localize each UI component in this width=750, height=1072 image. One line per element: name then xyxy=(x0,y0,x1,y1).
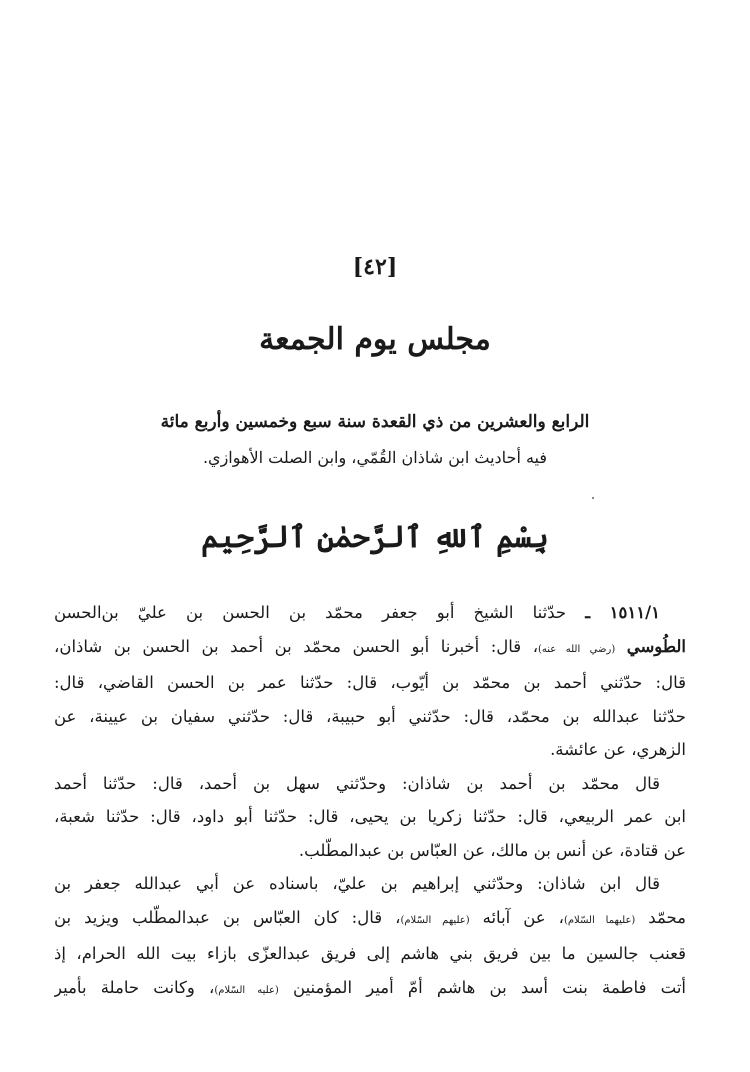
section-number: [٤٢] xyxy=(352,254,398,280)
text-line: ابن عمر الربيعي، قال: حدّثنا زكريا بن يحيى، قال: حدّثنا أبو داود، قال: حدّثنا شعبة، xyxy=(54,807,686,826)
main-text xyxy=(54,596,686,1007)
session-date: الرابع والعشرين من ذي القعدة سنة سبع وخمسين وأربع مائة xyxy=(160,412,590,432)
text-line: قال ابن شاذان: وحدّثني إبراهيم بن عليّ، باسناده عن أبي عبدالله جعفر بن xyxy=(54,874,660,893)
text-line: قال: حدّثني أحمد بن محمّد بن أيّوب، قال: حدّثنا عمر بن الحسن القاضي، قال: xyxy=(54,673,686,692)
hadith-number: ١٥١١/١ ـ xyxy=(585,603,660,622)
text-line: قعنب جالسين ما بين فريق بني هاشم إلى فريق عبدالعزّى بازاء بيت الله الحرام، إذ xyxy=(54,944,686,963)
text-line: ١٥١١/١ ـ حدّثنا الشيخ أبو جعفر محمّد بن الحسن بن عليّ بن‌الحسن xyxy=(54,603,660,622)
text-line: الزهري، عن عائشة. xyxy=(550,740,686,759)
text-line: أتت فاطمة بنت أسد بن هاشم أمّ أمير المؤمنين (عليه السّلام)، وكانت حاملة بأمير xyxy=(54,977,686,997)
text-line: محمّد (عليهما السّلام)، عن آبائه (عليهم السّلام)، قال: كان العبّاس بن عبدالمطّلب ويزيد بن xyxy=(54,907,686,927)
text-line: عن قتادة، عن أنس بن مالك، عن العبّاس بن عبدالمطّلب. xyxy=(298,840,686,860)
basmala: بِسْمِ ٱللهِ ٱلرَّحمٰنِ ٱلرَّحِيم xyxy=(201,520,549,555)
page-title: مجلس يوم الجمعة xyxy=(259,322,491,357)
text-line: قال محمّد بن أحمد بن شاذان: وحدّثني سهل بن أحمد، قال: حدّثنا أحمد xyxy=(54,773,660,793)
print-speck xyxy=(592,497,594,499)
session-contents: فيه أحاديث ابن شاذان القُمّي، وابن الصلت الأهوازي. xyxy=(202,448,548,467)
text-line: حدّثنا عبدالله بن محمّد، قال: حدّثني أبو حبيبة، قال: حدّثني سفيان بن عيينة، عن xyxy=(54,706,686,726)
text-line: الطُوسي (رضي الله عنه)، قال: أخبرنا أبو الحسن محمّد بن أحمد بن الحسن بن شاذان، xyxy=(54,636,686,656)
